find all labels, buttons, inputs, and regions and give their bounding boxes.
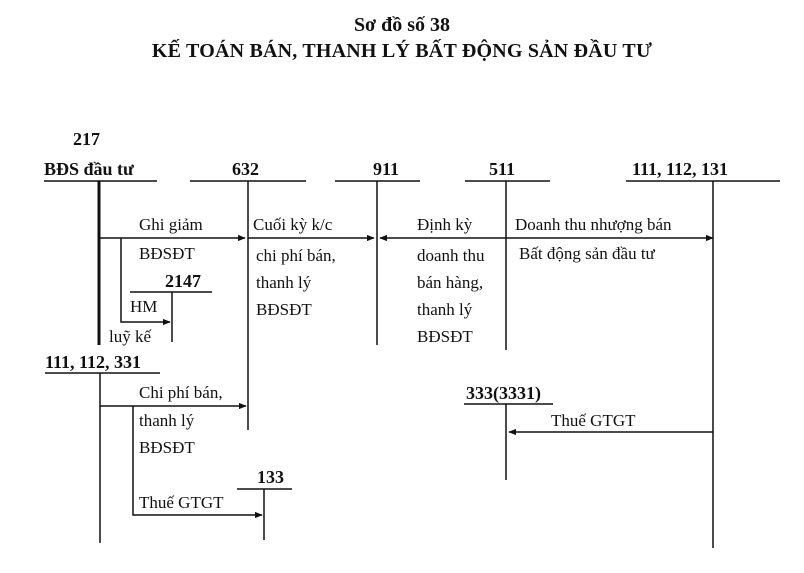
flow-chi-phi-line3: BĐSĐT bbox=[139, 438, 195, 457]
account-632: 632 bbox=[232, 159, 259, 179]
flow-chi-phi-line1: Chi phí bán, bbox=[139, 383, 223, 402]
flow-doanh-thu-line2: Bất động sản đầu tư bbox=[519, 244, 655, 263]
flow-cuoi-ky-line3: thanh lý bbox=[256, 273, 312, 292]
flow-chi-phi-line2: thanh lý bbox=[139, 411, 195, 430]
flow-thue-gtgt-input: Thuế GTGT bbox=[139, 493, 224, 512]
account-217-name: BĐS đầu tư bbox=[44, 159, 134, 179]
flow-cuoi-ky-line1: Cuối kỳ k/c bbox=[253, 215, 333, 234]
flow-ghi-giam-line1: Ghi giảm bbox=[139, 215, 203, 234]
diagram-subtitle: KẾ TOÁN BÁN, THANH LÝ BẤT ĐỘNG SẢN ĐẦU TƯ bbox=[151, 40, 653, 62]
flow-hm-line2: luỹ kế bbox=[109, 327, 152, 346]
account-911: 911 bbox=[373, 159, 400, 179]
flow-thue-gtgt-output: Thuế GTGT bbox=[551, 411, 636, 430]
flow-dinh-ky-line3: bán hàng, bbox=[417, 273, 484, 292]
account-2147: 2147 bbox=[165, 271, 201, 291]
flow-doanh-thu-line1: Doanh thu nhượng bán bbox=[515, 215, 672, 234]
diagram-title: Sơ đồ số 38 bbox=[353, 14, 451, 36]
account-3331: 333(3331) bbox=[466, 383, 541, 403]
flow-cuoi-ky-line2: chi phí bán, bbox=[256, 246, 336, 265]
flow-dinh-ky-line5: BĐSĐT bbox=[417, 327, 473, 346]
account-111-bottom: 111, 112, 331 bbox=[45, 352, 142, 372]
account-217-number: 217 bbox=[73, 129, 100, 149]
flow-dinh-ky-line1: Định kỳ bbox=[417, 215, 473, 234]
flow-hm-line1: HM bbox=[130, 297, 158, 316]
account-133: 133 bbox=[257, 467, 284, 487]
flow-dinh-ky-line2: doanh thu bbox=[417, 246, 485, 265]
flow-cuoi-ky-line4: BĐSĐT bbox=[256, 300, 312, 319]
account-511: 511 bbox=[489, 159, 516, 179]
account-111-top: 111, 112, 131 bbox=[632, 159, 729, 179]
flow-ghi-giam-line2: BĐSĐT bbox=[139, 244, 195, 263]
flow-dinh-ky-line4: thanh lý bbox=[417, 300, 473, 319]
